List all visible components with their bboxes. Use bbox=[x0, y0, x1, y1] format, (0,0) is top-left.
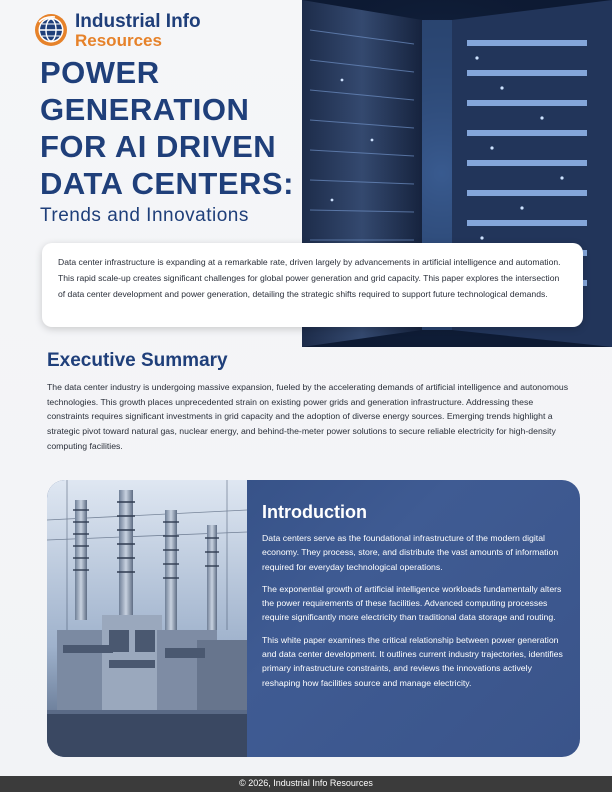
globe-icon bbox=[33, 12, 69, 48]
introduction-panel bbox=[47, 480, 580, 757]
page-title bbox=[40, 54, 300, 202]
executive-summary-text: The data center industry is undergoing massive expansion, fueled by the accelerating demands of artificial intelligence and autonomous technologies. This growth places unprecedented strain on existing power grids and generation infrastructure. Addressing these constraints requires significant investments in grid capacity and the adoption of diverse energy sources. Emerging trends highlight a strategic pivot toward natural gas, nuclear energy, and behind-the-meter power solutions to secure reliable electricity for high-density computing facilities. bbox=[47, 382, 569, 451]
introduction-paragraph: The exponential growth of artificial intelligence workloads fundamentally alters the power requirements of these facilities. Advanced computing processes require significantly more electricity than traditional data storage and routing. bbox=[262, 583, 562, 623]
intro-summary-text: Data center infrastructure is expanding at a remarkable rate, driven largely by advancements in artificial intelligence and automation. This rapid scale-up creates significant challenges for global power generation and grid capacity. This paper explores the intersection of data center development and power generation, detailing the strategic shifts required to support future technological demands. bbox=[58, 257, 561, 300]
logo-text-secondary: Resources bbox=[75, 31, 162, 50]
intro-summary-box bbox=[42, 243, 583, 327]
company-logo bbox=[33, 12, 233, 50]
title-line: POWER bbox=[40, 55, 160, 90]
footer-bar bbox=[0, 776, 612, 792]
introduction-paragraph: This white paper examines the critical relationship between power generation and data center development. It outlines current industry trajectories, identifies primary infrastructure constraints, and reviews the innovations actively reshaping how facilities source and manage electricity. bbox=[262, 634, 563, 688]
title-line: DATA CENTERS: bbox=[40, 166, 294, 201]
title-line: GENERATION bbox=[40, 92, 250, 127]
title-line: FOR AI DRIVEN bbox=[40, 129, 277, 164]
introduction-paragraph: Data centers serve as the foundational infrastructure of the modern digital economy. They process, store, and distribute the vast amounts of information required for everyday technological operations. bbox=[262, 533, 559, 572]
introduction-body bbox=[262, 531, 567, 698]
introduction-heading: Introduction bbox=[262, 502, 367, 522]
substation-image bbox=[47, 480, 247, 757]
logo-text-primary: Industrial Info bbox=[75, 11, 201, 32]
page-subtitle: Trends and Innovations bbox=[40, 205, 249, 226]
copyright-text: © 2026, Industrial Info Resources bbox=[239, 778, 373, 788]
executive-summary-heading: Executive Summary bbox=[47, 350, 228, 371]
